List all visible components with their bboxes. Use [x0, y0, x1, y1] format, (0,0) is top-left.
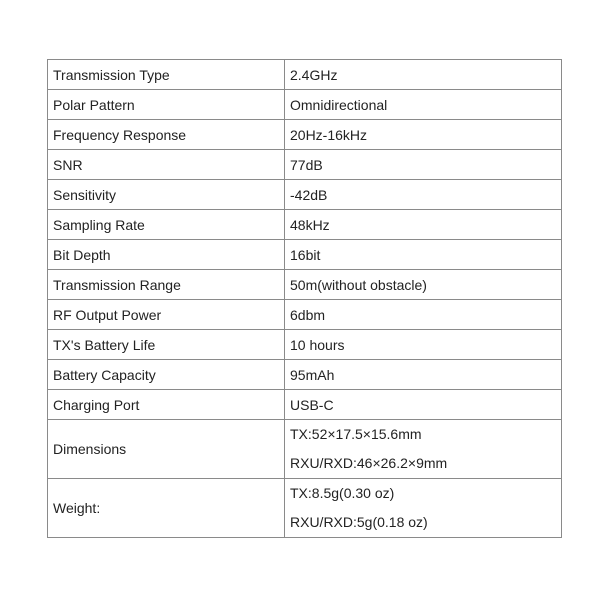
spec-label: Sensitivity — [48, 180, 285, 210]
spec-label: Sampling Rate — [48, 210, 285, 240]
spec-value: 77dB — [285, 150, 562, 180]
spec-value: RXU/RXD:46×26.2×9mm — [290, 455, 448, 471]
table-row — [48, 330, 562, 360]
spec-value: RXU/RXD:5g(0.18 oz) — [290, 514, 428, 530]
spec-value: -42dB — [285, 180, 562, 210]
spec-label: Charging Port — [48, 390, 285, 420]
spec-value: 95mAh — [285, 360, 562, 390]
table-row — [48, 270, 562, 300]
spec-value: USB-C — [285, 390, 562, 420]
spec-value: 2.4GHz — [285, 60, 562, 90]
spec-value: TX:52×17.5×15.6mm — [290, 426, 422, 442]
spec-label: Bit Depth — [48, 240, 285, 270]
table-row — [48, 150, 562, 180]
table-row — [48, 479, 562, 538]
table-row — [48, 210, 562, 240]
table-row — [48, 360, 562, 390]
table-row — [48, 390, 562, 420]
spec-label: Polar Pattern — [48, 90, 285, 120]
spec-value: 6dbm — [285, 300, 562, 330]
table-row — [48, 180, 562, 210]
spec-label: Weight: — [48, 479, 285, 538]
spec-value: 50m(without obstacle) — [285, 270, 562, 300]
spec-table-body — [48, 60, 562, 538]
table-row — [48, 240, 562, 270]
spec-value: 20Hz-16kHz — [285, 120, 562, 150]
spec-value: Omnidirectional — [285, 90, 562, 120]
spec-label: RF Output Power — [48, 300, 285, 330]
table-row — [48, 300, 562, 330]
spec-value: 16bit — [285, 240, 562, 270]
table-row — [48, 120, 562, 150]
table-row — [48, 420, 562, 479]
spec-label: Frequency Response — [48, 120, 285, 150]
spec-label: Transmission Type — [48, 60, 285, 90]
spec-label: Battery Capacity — [48, 360, 285, 390]
spec-value-cell — [285, 479, 562, 538]
table-row — [48, 90, 562, 120]
spec-value: TX:8.5g(0.30 oz) — [290, 485, 395, 501]
spec-value: 48kHz — [285, 210, 562, 240]
spec-label: Transmission Range — [48, 270, 285, 300]
spec-label: TX's Battery Life — [48, 330, 285, 360]
spec-label: SNR — [48, 150, 285, 180]
spec-value-cell — [285, 420, 562, 479]
spec-value: 10 hours — [285, 330, 562, 360]
spec-table — [47, 59, 562, 538]
spec-label: Dimensions — [48, 420, 285, 479]
table-row — [48, 60, 562, 90]
